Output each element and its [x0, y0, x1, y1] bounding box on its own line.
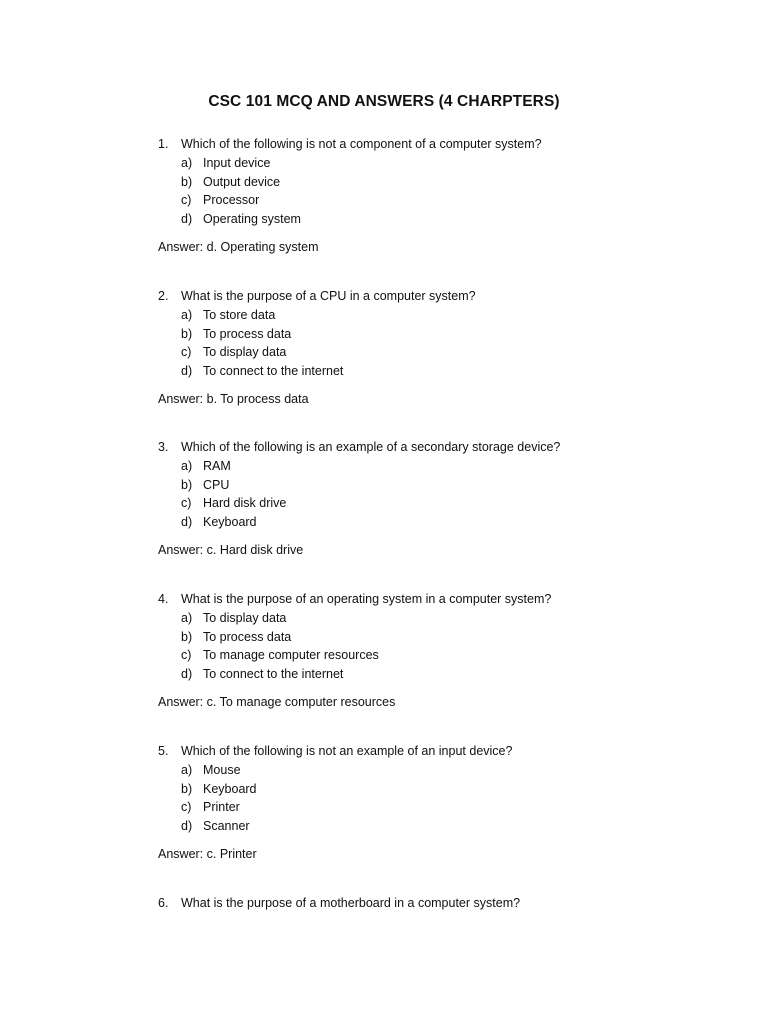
- option-d: [158, 665, 718, 684]
- option-text: To connect to the internet: [203, 363, 344, 378]
- option-letter: c): [181, 648, 192, 663]
- question-text: Which of the following is not an example of an input device?: [181, 744, 513, 758]
- option-text: Processor: [203, 193, 260, 208]
- option-text: Operating system: [203, 211, 301, 226]
- option-c: [158, 798, 718, 817]
- option-a: [158, 154, 718, 173]
- question-number: 3.: [158, 440, 169, 454]
- option-letter: c): [181, 800, 192, 815]
- answer-text: Answer: c. Printer: [158, 847, 257, 862]
- option-text: CPU: [203, 477, 230, 492]
- question-number: 6.: [158, 896, 169, 910]
- option-letter: b): [181, 781, 193, 796]
- question-6: [158, 894, 718, 913]
- option-d: [158, 513, 718, 532]
- option-text: To display data: [203, 611, 287, 625]
- option-text: Output device: [203, 174, 281, 189]
- option-c: [158, 343, 718, 362]
- option-text: Keyboard: [203, 514, 257, 529]
- option-letter: b): [181, 629, 193, 644]
- page-title: CSC 101 MCQ AND ANSWERS (4 CHARPTERS): [208, 93, 560, 110]
- question-stem: [158, 894, 718, 913]
- question-number: 1.: [158, 137, 169, 151]
- option-text: Keyboard: [203, 781, 257, 796]
- option-text: Input device: [203, 156, 271, 170]
- option-letter: b): [181, 174, 193, 189]
- option-a: [158, 609, 718, 628]
- answer-text: Answer: c. To manage computer resources: [158, 695, 396, 710]
- question-stem: [158, 287, 718, 306]
- option-letter: a): [181, 308, 193, 322]
- option-a: [158, 306, 718, 325]
- option-text: To connect to the internet: [203, 666, 344, 681]
- option-c: [158, 494, 718, 513]
- option-letter: c): [181, 193, 192, 208]
- option-text: RAM: [203, 459, 231, 473]
- question-text: What is the purpose of a motherboard in a computer system?: [181, 896, 521, 910]
- option-letter: d): [181, 666, 193, 681]
- question-stem: [158, 135, 718, 154]
- question-1: [158, 135, 718, 257]
- option-letter: d): [181, 818, 193, 833]
- option-letter: d): [181, 363, 193, 378]
- question-text: What is the purpose of an operating system in a computer system?: [181, 592, 552, 606]
- question-5: [158, 742, 718, 864]
- option-b: [158, 628, 718, 647]
- question-4: [158, 590, 718, 712]
- option-text: Scanner: [203, 818, 250, 833]
- option-a: [158, 761, 718, 780]
- option-text: To process data: [203, 326, 292, 341]
- option-letter: a): [181, 459, 193, 473]
- question-stem: [158, 590, 718, 609]
- option-text: To process data: [203, 629, 292, 644]
- option-d: [158, 210, 718, 229]
- option-text: Mouse: [203, 763, 241, 777]
- answer-text: Answer: b. To process data: [158, 392, 309, 407]
- question-stem: [158, 742, 718, 761]
- question-text: What is the purpose of a CPU in a computer system?: [181, 289, 476, 303]
- question-text: Which of the following is an example of a secondary storage device?: [181, 440, 561, 454]
- option-letter: d): [181, 514, 193, 529]
- option-b: [158, 325, 718, 344]
- question-number: 5.: [158, 744, 169, 758]
- option-text: To store data: [203, 308, 276, 322]
- option-d: [158, 817, 718, 836]
- option-text: To display data: [203, 345, 287, 360]
- option-text: Hard disk drive: [203, 496, 287, 511]
- option-b: [158, 780, 718, 799]
- option-letter: b): [181, 326, 193, 341]
- question-text: Which of the following is not a component of a computer system?: [181, 137, 542, 151]
- option-letter: b): [181, 477, 193, 492]
- option-letter: a): [181, 156, 193, 170]
- option-c: [158, 646, 718, 665]
- option-text: Printer: [203, 800, 240, 815]
- option-letter: c): [181, 496, 192, 511]
- question-stem: [158, 438, 718, 457]
- option-c: [158, 191, 718, 210]
- option-letter: a): [181, 763, 193, 777]
- option-letter: a): [181, 611, 193, 625]
- question-2: [158, 287, 718, 409]
- option-letter: d): [181, 211, 193, 226]
- option-letter: c): [181, 345, 192, 360]
- option-a: [158, 457, 718, 476]
- option-d: [158, 362, 718, 381]
- option-text: To manage computer resources: [203, 648, 379, 663]
- option-b: [158, 173, 718, 192]
- question-3: [158, 438, 718, 560]
- answer-text: Answer: c. Hard disk drive: [158, 543, 304, 558]
- question-number: 2.: [158, 289, 169, 303]
- answer-text: Answer: d. Operating system: [158, 240, 319, 255]
- option-b: [158, 476, 718, 495]
- question-number: 4.: [158, 592, 169, 606]
